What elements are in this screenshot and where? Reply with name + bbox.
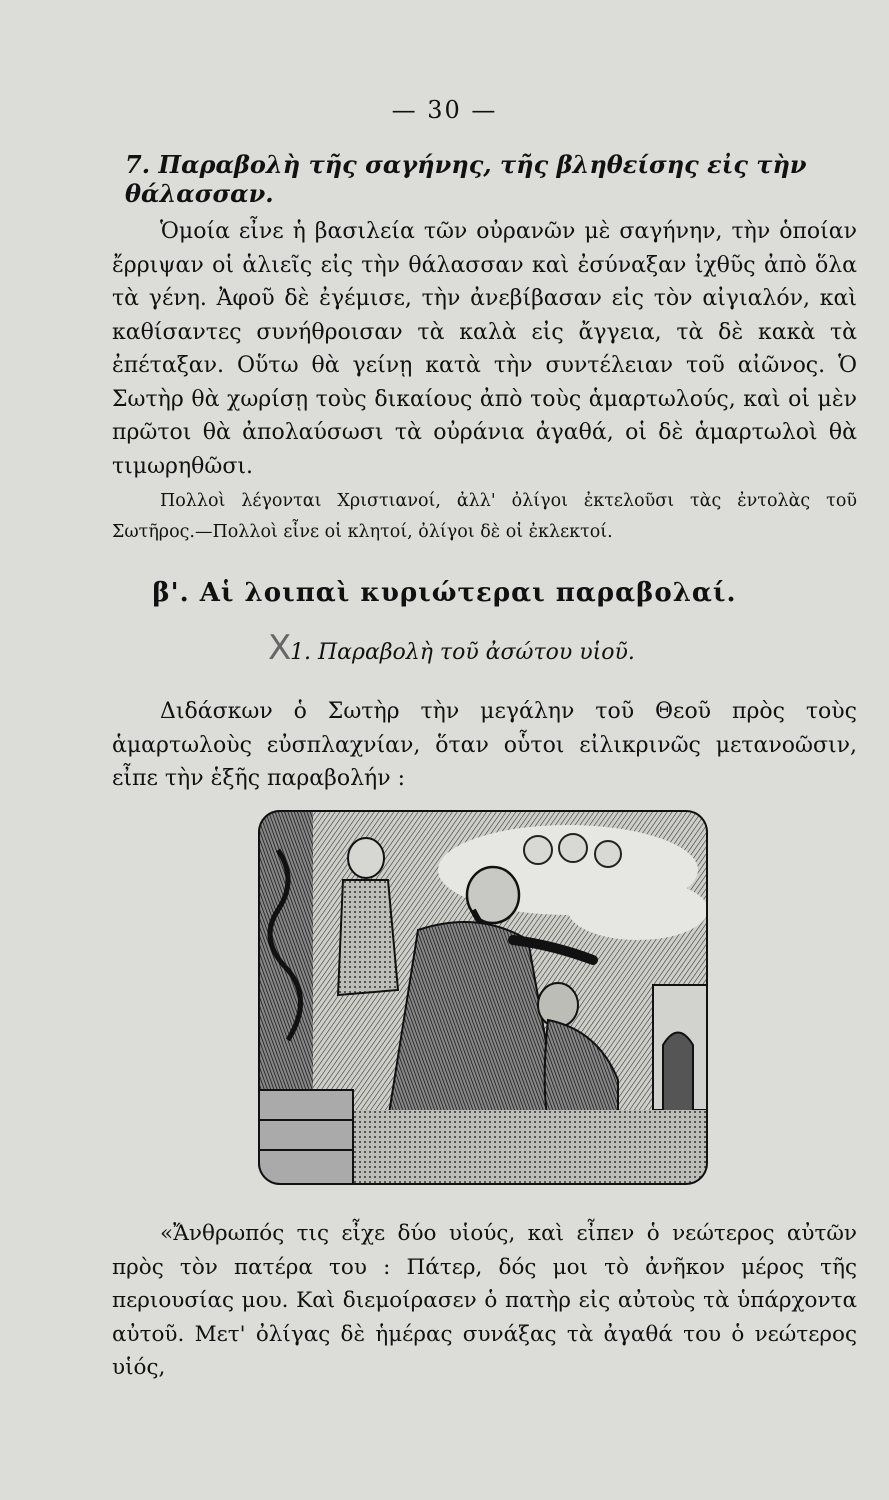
prodigal-son-engraving xyxy=(258,810,708,1185)
pencil-mark: X xyxy=(268,628,292,668)
parable-title: 1. Παραβολὴ τοῦ ἀσώτου υἱοῦ. xyxy=(290,640,635,665)
parable-intro: Διδάσκων ὁ Σωτὴρ τὴν μεγάλην τοῦ Θεοῦ πρὸς τοὺς ἁμαρτωλοὺς εὐσπλαχνίαν, ὅταν οὗτοι εἰλικρινῶς μετανοῶσιν, εἶπε τὴν ἑξῆς παραβολήν : xyxy=(112,699,857,791)
parable-quote: «Ἄνθρωπός τις εἶχε δύο υἱούς, καὶ εἶπεν ὁ νεώτερος αὐτῶν πρὸς τὸν πατέρα του : Πάτερ, δός μοι τὸ ἀνῆκον μέρος τῆς περιουσίας μου. Καὶ διεμοίρασεν ὁ πατὴρ εἰς αὐτοὺς τὰ ὑπάρχοντα αὐτοῦ. Μετ' ὀλίγας δὲ ἡμέρας συνάξας τὰ ἀγαθά του ὁ νεώτερος υἱός, xyxy=(112,1221,857,1380)
section-7-note: Πολλοὶ λέγονται Χριστιανοί, ἀλλ' ὀλίγοι ἐκτελοῦσι τὰς ἐντολὰς τοῦ Σωτῆρος.—Πολλοὶ εἶνε οἱ κλητοί, ὀλίγοι δὲ οἱ ἐκλεκτοί. xyxy=(112,491,857,542)
section-7-body: Ὁμοία εἶνε ἡ βασιλεία τῶν οὐρανῶν μὲ σαγήνην, τὴν ὁποίαν ἔρριψαν οἱ ἁλιεῖς εἰς τὴν θάλασσαν καὶ ἐσύναξαν ἰχθῦς ἀπὸ ὅλα τὰ γένη. Ἀφοῦ δὲ ἐγέμισε, τὴν ἀνεβίβασαν εἰς τὸν αἰγιαλόν, καὶ καθίσαντες συνήθροισαν τὰ καλὰ εἰς ἄγγεια, τὰ δὲ κακὰ τὰ ἐπέταξαν. Οὕτω θὰ γείνῃ κατὰ τὴν συντέλειαν τοῦ αἰῶνος. Ὁ Σωτὴρ θὰ χωρίσῃ τοὺς δικαίους ἀπὸ τοὺς ἁμαρτωλούς, καὶ οἱ μὲν πρῶτοι θὰ ἀπολαύσωσι τὰ οὐράνια ἀγαθά, οἱ δὲ ἁμαρτωλοὶ θὰ τιμωρηθῶσι. xyxy=(112,219,857,479)
page-number: — 30 — xyxy=(391,96,498,124)
section-b-title: β'. Αἱ λοιπαὶ κυριώτεραι παραβολαί. xyxy=(152,578,737,608)
section-7-title: 7. Παραβολὴ τῆς σαγήνης, τῆς βληθείσης εἰς τὴν θάλασσαν. xyxy=(125,150,807,208)
